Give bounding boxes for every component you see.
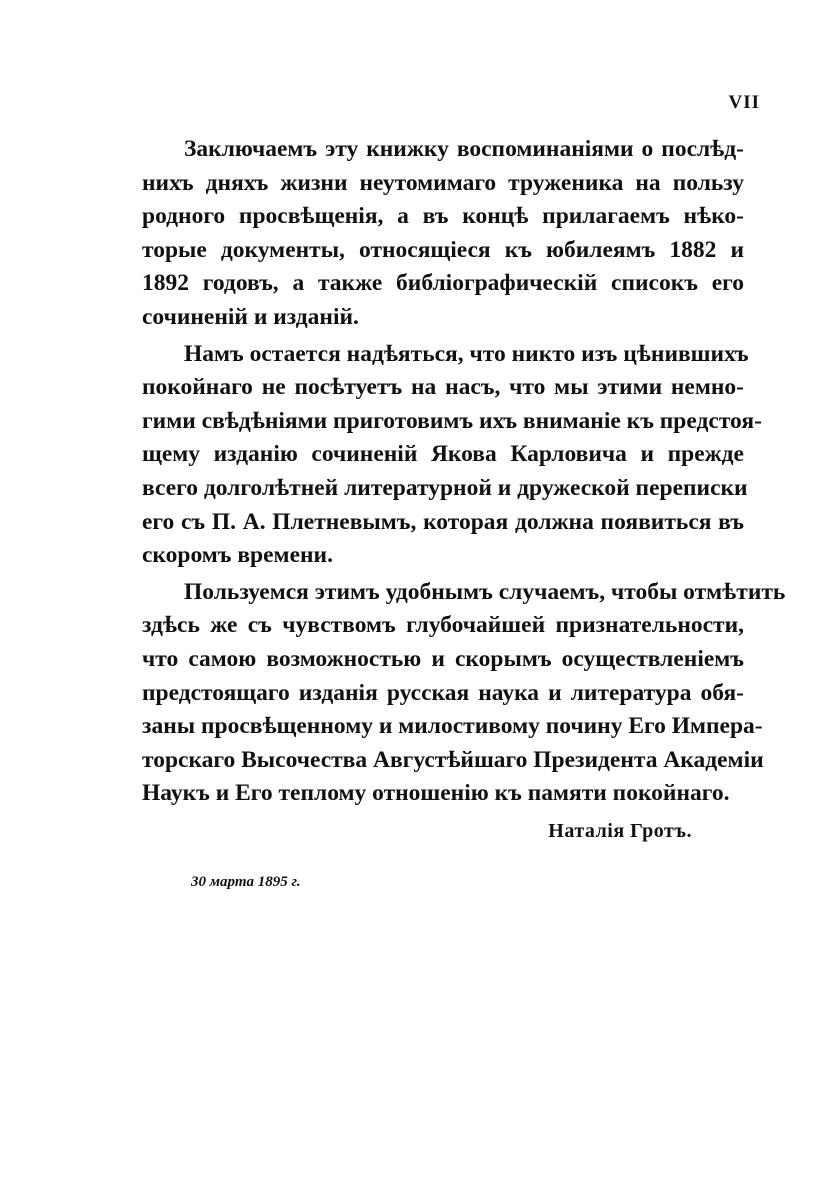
text-line: торые документы, относящіеся къ юбилеямъ 1882 и xyxy=(142,236,744,263)
text-line: 1892 годовъ, а также библіографическій списокъ его xyxy=(142,270,744,297)
body-text xyxy=(142,133,786,811)
text-line: что самою возможностью и скорымъ осуществленіемъ xyxy=(142,645,744,672)
page-number: VII xyxy=(728,92,760,113)
text-line: Наукъ и Его теплому отношенію къ памяти покойнаго. xyxy=(142,780,730,807)
text-line: всего долголѣтней литературной и дружеской переписки xyxy=(142,474,748,501)
text-line: Намъ остается надѣяться, что никто изъ цѣнившихъ xyxy=(184,340,749,367)
text-line: здѣсь же съ чувствомъ глубочайшей признательности, xyxy=(142,612,744,639)
text-line: его съ П. А. Плетневымъ, которая должна появиться въ xyxy=(142,508,744,535)
text-line: торскаго Высочества Августѣйшаго Президента Академіи xyxy=(142,746,764,773)
text-line: предстоящаго изданія русская наука и литература обя- xyxy=(142,679,744,706)
text-line: скоромъ времени. xyxy=(142,542,333,569)
text-line: родного просвѣщенія, а въ концѣ прилагаемъ нѣко- xyxy=(142,203,744,230)
text-line: сочиненій и изданій. xyxy=(142,303,359,330)
text-line: гими свѣдѣніями приготовимъ ихъ вниманіе къ предстоя- xyxy=(142,407,762,434)
text-line: заны просвѣщенному и милостивому почину Его Импера- xyxy=(142,713,763,740)
signature: Наталія Гротъ. xyxy=(548,820,692,842)
date-line: 30 марта 1895 г. xyxy=(191,874,301,890)
text-line: Заключаемъ эту книжку воспоминаніями о послѣд- xyxy=(184,136,744,162)
text-line: нихъ дняхъ жизни неутомимаго труженика на пользу xyxy=(142,169,744,196)
paragraph-1 xyxy=(142,133,744,335)
paragraph-2 xyxy=(142,338,762,573)
paragraph-3 xyxy=(142,576,786,811)
text-line: покойнаго не посѣтуетъ на насъ, что мы этими немно- xyxy=(142,374,744,401)
text-line: щему изданію сочиненій Якова Карловича и прежде xyxy=(142,441,744,468)
text-line: Пользуемся этимъ удобнымъ случаемъ, чтобы отмѣтить xyxy=(184,578,786,605)
